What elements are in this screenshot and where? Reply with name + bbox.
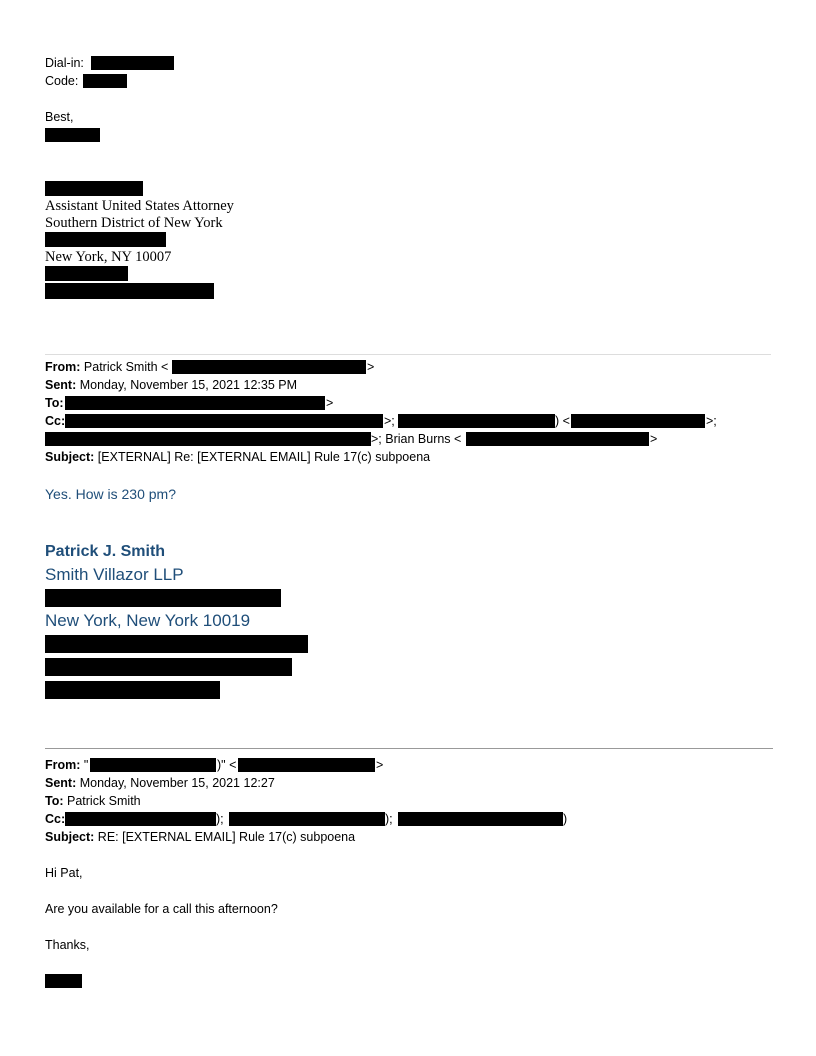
- dial-in-label: Dial-in:: [45, 56, 84, 70]
- sent-date: Monday, November 15, 2021 12:35 PM: [79, 378, 297, 392]
- to-recipient: Patrick Smith: [67, 794, 141, 808]
- redaction-box: [45, 283, 214, 299]
- sent-label: Sent:: [45, 776, 77, 790]
- quote-open: ": [83, 758, 89, 772]
- cc-separator: >;: [706, 414, 717, 428]
- from-name: Patrick Smith <: [83, 360, 169, 374]
- from-label: From:: [45, 758, 81, 772]
- redaction-box: [45, 432, 371, 446]
- from-label: From:: [45, 360, 81, 374]
- header-divider: [45, 354, 771, 355]
- redaction-box: [90, 758, 216, 772]
- header-divider: [45, 748, 773, 749]
- cc-separator: );: [216, 812, 224, 826]
- code-label: Code:: [45, 74, 79, 88]
- sent-label: Sent:: [45, 378, 77, 392]
- email2-closing: Thanks,: [45, 938, 90, 952]
- redaction-box: [45, 128, 100, 142]
- redaction-box: [466, 432, 649, 446]
- email1-body: Yes. How is 230 pm?: [45, 486, 176, 502]
- redaction-box: [229, 812, 385, 826]
- redaction-box: [65, 812, 216, 826]
- to-label: To:: [45, 396, 64, 410]
- redaction-box: [398, 414, 555, 428]
- redaction-box: [45, 232, 166, 247]
- redaction-box: [172, 360, 366, 374]
- cc-separator: );: [385, 812, 393, 826]
- redaction-box: [45, 181, 143, 196]
- closing-best: Best,: [45, 110, 74, 124]
- signature-firm: Smith Villazor LLP: [45, 565, 184, 584]
- subject-text: RE: [EXTERNAL EMAIL] Rule 17(c) subpoena: [97, 830, 356, 844]
- bracket-close: >: [650, 432, 658, 446]
- email2-body: Are you available for a call this afternoon?: [45, 902, 278, 916]
- redaction-box: [65, 396, 325, 410]
- redaction-box: [91, 56, 174, 70]
- cc-label: Cc:: [45, 414, 66, 428]
- redaction-box: [571, 414, 705, 428]
- sent-date: Monday, November 15, 2021 12:27: [79, 776, 275, 790]
- cc-separator: ): [563, 812, 568, 826]
- signature-district: Southern District of New York: [45, 215, 223, 231]
- subject-label: Subject:: [45, 830, 95, 844]
- bracket-close: >: [367, 360, 375, 374]
- redaction-box: [65, 414, 383, 428]
- bracket-close: >: [376, 758, 384, 772]
- redaction-box: [45, 266, 128, 281]
- redaction-box: [398, 812, 563, 826]
- cc-label: Cc:: [45, 812, 66, 826]
- cc-separator: >;: [384, 414, 395, 428]
- cc-separator: ) <: [555, 414, 570, 428]
- signature-title: Assistant United States Attorney: [45, 198, 234, 214]
- signature-city: New York, NY 10007: [45, 249, 172, 265]
- subject-label: Subject:: [45, 450, 95, 464]
- to-label: To:: [45, 794, 64, 808]
- cc-brian-burns: >; Brian Burns <: [371, 432, 462, 446]
- redaction-box: [45, 589, 281, 607]
- redaction-box: [45, 974, 82, 988]
- redaction-box: [45, 658, 292, 676]
- signature-name: Patrick J. Smith: [45, 543, 166, 560]
- signature-city: New York, New York 10019: [45, 611, 251, 630]
- bracket-close: >: [326, 396, 334, 410]
- redaction-box: [83, 74, 127, 88]
- subject-text: [EXTERNAL] Re: [EXTERNAL EMAIL] Rule 17(c) subpoena: [97, 450, 431, 464]
- from-close: )" <: [217, 758, 237, 772]
- redaction-box: [45, 635, 308, 653]
- email2-greeting: Hi Pat,: [45, 866, 83, 880]
- redaction-box: [238, 758, 375, 772]
- redaction-box: [45, 681, 220, 699]
